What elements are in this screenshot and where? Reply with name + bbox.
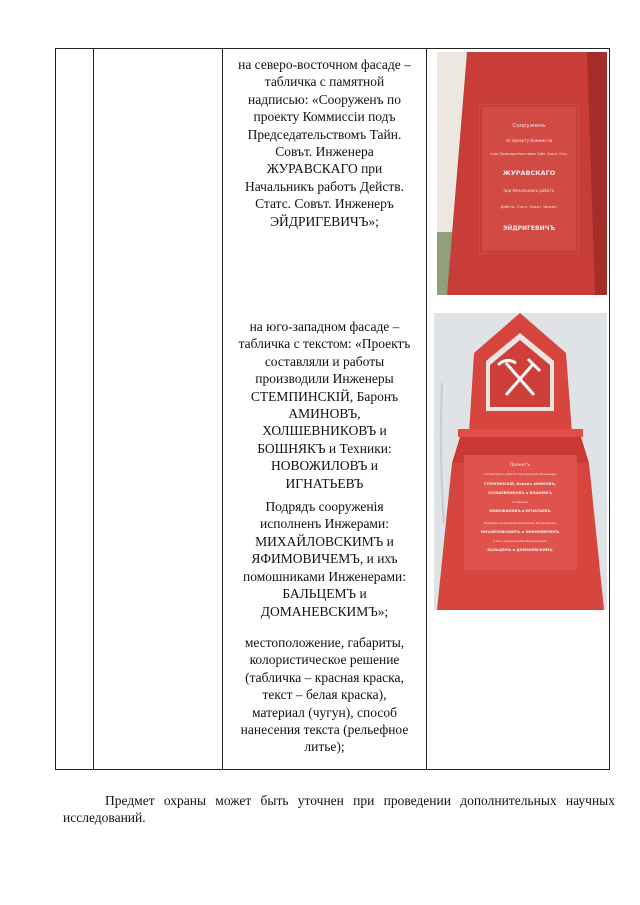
material-description	[222, 634, 427, 756]
plaque-line: и Техники	[511, 500, 529, 504]
plaque-line: ЭЙДРИГЕВИЧЪ	[502, 225, 556, 232]
table-column-divider	[93, 49, 94, 769]
text-line: текст – белая краска),	[262, 687, 387, 703]
text-line: ЭЙДРИГЕВИЧЪ»;	[270, 213, 379, 229]
text-line: МИХАЙЛОВСКИМЪ и	[255, 533, 394, 549]
plaque-line: и ихъ помошниками Инженерами	[493, 539, 547, 543]
plaque-line: подъ Председательствомъ Тайн. Совът. Инж.	[490, 152, 568, 156]
text-line: Начальникъ работъ Действ.	[244, 178, 405, 194]
text-line: ЯФИМОВИЧЕМЪ, и ихъ	[251, 551, 398, 567]
text-line: (табличка – красная краска,	[245, 669, 404, 685]
text-line: табличка с памятной	[264, 74, 385, 90]
text-line: надписью: «Сооруженъ по	[248, 91, 401, 107]
text-line: СТЕМПИНСКІЙ, Баронъ	[250, 388, 399, 404]
text-line: Подрядъ сооруженія	[265, 499, 384, 515]
plaque-line: БАЛЬЦЕМЪ и ДОМАНЕВСКИМЪ	[487, 548, 553, 552]
text-line: ИГНАТЬЕВЪ	[285, 475, 364, 491]
plaque-line: по проекту Коммиссіи	[505, 138, 553, 143]
text-line: ЖУРАВСКАГО при	[266, 161, 383, 177]
northeast-facade-description	[222, 56, 427, 230]
plaque-line: Сооруженъ	[512, 123, 546, 129]
text-line: производили Инженеры	[255, 371, 394, 387]
plaque-line: МИХАЙЛОВСКИМЪ и ЯФИМОВИЧЕМЪ	[480, 530, 560, 534]
southwest-facade-description	[222, 318, 427, 620]
southwest-plaque-photo	[434, 313, 607, 610]
text-line: проекту Коммиссіи подъ	[253, 109, 396, 125]
text-line: составляли и работы	[264, 353, 385, 369]
text-line: на северо-восточном фасаде –	[238, 57, 411, 72]
text-line: нанесения текста (рельефное	[240, 722, 409, 738]
text-line: ХОЛШЕВНИКОВЪ и	[262, 423, 387, 439]
text-line: Председательствомъ Тайн.	[247, 126, 402, 142]
plaque-line: составляли и работы производили Инженеры	[483, 472, 557, 476]
text-line: табличка с текстом: «Проектъ	[238, 336, 411, 352]
text-line: Статс. Совът. Инженеръ	[255, 196, 394, 212]
text-line: Совът. Инженера	[275, 144, 374, 160]
text-line: местоположение, габариты,	[244, 635, 405, 650]
text-line: БАЛЬЦЕМЪ и	[282, 586, 367, 602]
plaque-line: ЖУРАВСКАГО	[502, 169, 556, 177]
text-line: колористическое решение	[249, 652, 400, 668]
plaque-line: НОВОЖИЛОВЪ и ИГНАТЬЕВЪ	[489, 509, 551, 513]
text-line: на юго-западном фасаде –	[249, 319, 400, 334]
protection-note-paragraph: Предмет охраны может быть уточнен при проведении дополнительных научных исследований.	[63, 793, 615, 825]
text-line: НОВОЖИЛОВЪ и	[270, 458, 379, 474]
plaque-line: Действ. Статс. Совът. Инжен.	[500, 205, 558, 209]
text-line: литье);	[304, 739, 345, 755]
plaque-line: при Начальникъ работъ	[503, 188, 555, 193]
plaque-line: Подрядъ сооруженія исполненъ Инженерами	[483, 521, 557, 525]
northeast-plaque-photo	[437, 52, 607, 295]
text-line: БОШНЯКЪ и Техники:	[257, 440, 392, 456]
text-line: АМИНОВЪ,	[288, 406, 361, 422]
text-line: помошниками Инженерами:	[243, 568, 406, 584]
text-line: материал (чугун), способ	[252, 704, 397, 720]
text-line: ДОМАНЕВСКИМЪ»;	[260, 603, 389, 619]
text-line: исполненъ Инжерами:	[260, 516, 389, 532]
plaque-line: ХОЛШЕВНИКОВЪ и БОШНЯКЪ	[488, 491, 552, 495]
plaque-line: СТЕМПИНСКІЙ, Баронъ АМИНОВЪ,	[483, 482, 557, 486]
plaque-line: Проектъ	[509, 463, 531, 468]
